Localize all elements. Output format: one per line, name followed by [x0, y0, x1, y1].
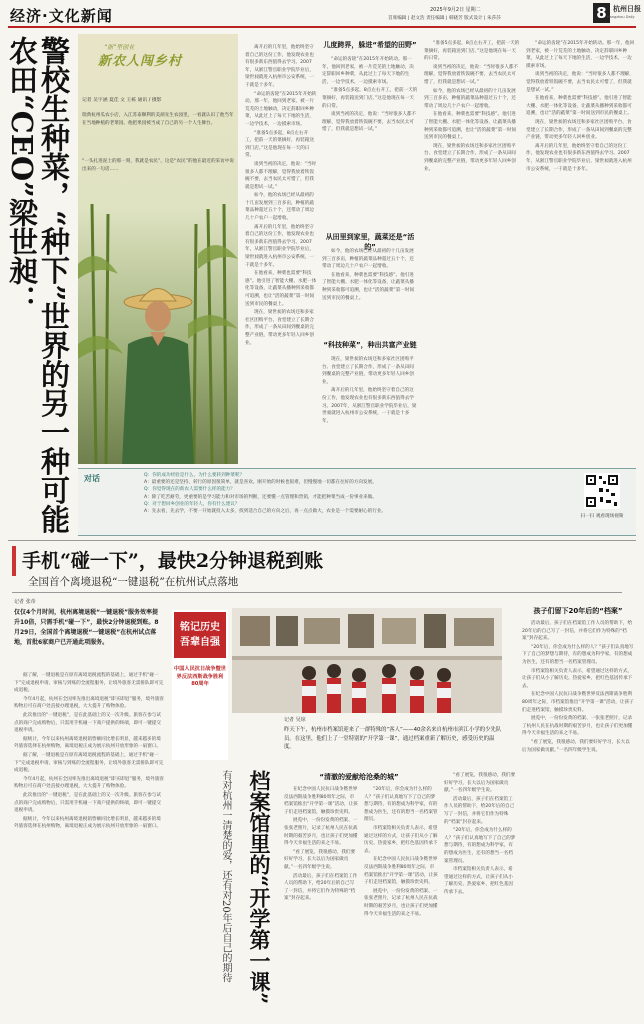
paragraph: 在纪念中国人民抗日战争暨世界反法西斯战争胜利80周年之际，市档案馆推出“开学第一课”活动，让孩子们走进档案馆，触摸珍贵史料。	[284, 787, 358, 815]
story2-headline-bracket	[12, 546, 16, 576]
page-number: 8	[593, 3, 610, 23]
qa-answer: A：先去看，先去学，不要一开始就投入太多，找到适合自己的方向之后，再一点点做大，农业是一个需要耐心的行业。	[144, 509, 387, 515]
masthead	[0, 0, 644, 28]
paragraph: 据了解，一键退税是在原有离境退税流程的基础上，通过手机“碰一下”完成退税申请、审核与到账的全流程服务，让境外旅客无需排队即可完成退税。	[14, 752, 164, 774]
paragraph: 据了解，一键退税是在原有离境退税流程的基础上，通过手机“碰一下”完成退税申请、审核与到账的全流程服务，让境外旅客无需排队即可完成退税。	[14, 673, 164, 694]
subhead: 从田里到家里，蔬菜还是“活的”	[325, 233, 415, 251]
paragraph: 市档案馆相关负责人表示，希望通过这样的方式，让孩子们从小了解历史、热爱家乡，把红色基因传承下去。	[444, 867, 513, 895]
qa-answer: A：除了吃苦耐劳，更重要的是学习能力和对市场的判断，还要懂一点管理和营销，才能把种菜当成一份事业来做。	[144, 494, 377, 500]
paragraph: 据统计，今年以来杭州离境退税销售额同比增长明显，越来越多的境外旅客选择在杭州购物，离境退税正成为展示杭州开放形象的一扇窗口。	[14, 736, 162, 750]
paragraph: 离开后的几年里，他始终坚守着自己的这份工作，他发现农业也有很多新东西值得去学习。2007年，从浙江警官职业学院毕业后，梁世昶就进入杭州市公安系统，一干就是十多年。	[322, 388, 417, 424]
paragraph: 在纪念中国人民抗日战争暨世界反法西斯战争胜利80周年之际，市档案馆推出“开学第一课”活动，让孩子们走进档案馆，触摸珍贵史料。	[522, 692, 634, 713]
headline-secondary: 农田“CEO”梁世昶：	[5, 36, 39, 314]
paragraph: 谈到当初的决定，他说：“当时很多人都不理解，觉得我放着铁饭碗不要，去当农民太可惜了，但我就是想试一试。”	[322, 112, 417, 133]
paragraph: 活动最后，孩子们在档案馆工作人员的帮助下，给20年后的自己写了一封信，并将它们作为特殊的“档案”封存起来。	[522, 621, 633, 642]
paragraph: “准备5点多起，8点左右开工，把前一天的菜摘好，再装箱送到门店。”这是他现在每一天的日常。	[424, 41, 520, 62]
paragraph: 现在，梁世昶的农场还和多家社区团购平台、食堂建立了长期合作，形成了一条从田间到餐桌的完整产业链，带动更多年轻人回乡创业。	[322, 357, 414, 385]
story1-column-2c	[322, 356, 418, 464]
anniversary-caption: 中国人民抗日战争暨世界反法西斯战争胜利80周年	[174, 666, 226, 687]
story3-subhead-1	[284, 772, 434, 782]
story1-column-1	[245, 44, 317, 464]
date-line: 2025年9月2日 星期二	[430, 7, 481, 13]
story2-body	[14, 672, 164, 1016]
paper-pinyin: Hangzhou Daily	[607, 15, 635, 19]
byline: 记者 吴宇涵 夏佳 文 王栋 通讯 / 摄影	[82, 98, 162, 103]
qa-box	[78, 468, 636, 536]
paragraph: 现在，梁世昶的农场还和多家社区团购平台、食堂建立了长期合作，形成了一条从田间到餐桌的完整产业链，带动更多年轻人回乡创业。	[245, 310, 314, 346]
paragraph: 活动最后，孩子们在档案馆工作人员的帮助下，给20年后的自己写了一封信，并将它们作为特殊的“档案”封存起来。	[284, 873, 358, 902]
story3-vertical-title: 档案馆里的“开学第一课”	[247, 770, 272, 1005]
headline-main: 警校生种菜，“种下”世界的另一种可能	[37, 36, 71, 534]
paragraph: 离开后的几年里，他始终坚守着自己的这份工作，他发现农业也有很多新东西值得去学习。2007年，从浙江警官职业学院毕业后，梁世昶就进入杭州市公安系统，一干就是十多年。	[245, 45, 314, 88]
paragraph: 如今，他的农场已经从最初的十几亩发展到三百多亩，种植的蔬菜品种超过五十个，还带动了周边几十户农户一起增收。	[322, 249, 414, 270]
subhead: “清澈的爱献给沧桑的城”	[319, 773, 399, 781]
anniversary-line-1: 铭记历史	[180, 622, 220, 633]
story2-lead: 仅仅4个月时间，杭州离境退税“一键退税”服务效率提升10倍，只需手机“碰一下”，最快2分钟退税到账。8月29日，全国首个离境退税“一键退税”在杭州试点落地，首批6家商户已开通此项服务。	[14, 609, 159, 646]
paragraph: 现在，梁世昶的农场还和多家社区团购平台、食堂建立了长期合作，形成了一条从田间到餐桌的完整产业链，带动更多年轻人回乡创业。	[424, 143, 516, 172]
anniversary-line-2: 吾辈自强	[180, 637, 220, 648]
paragraph: “看了展览，我很感动，我们要好好学习，长大以后为国家做贡献。”一名四年级学生说。	[522, 739, 630, 753]
paragraph: “准备5点多起，8点左右开工，把前一天的菜摘好，再装箱送到门店。”这是他现在每一天的日常。	[322, 88, 418, 109]
paragraph: “20年后，你会成为什么样的人？”孩子们认真地写下了自己的梦想与期待，有的想成为科学家，有的想成为医生，还有的想当一名档案管理员。	[444, 828, 516, 864]
paragraph: “命运的齿轮”在2015年开始转动。那一年，他回到老家，被一片荒芜的土地触动，决定辞职回乡种菜，从此过上了每天下地的生活，一边学技术，一边摸索市场。	[322, 57, 414, 85]
paragraph: 现在，梁世昶的农场还和多家社区团购平台、食堂建立了长期合作，形成了一条从田间到餐桌的完整产业链，带动更多年轻人回乡创业。	[526, 119, 632, 141]
anniversary-logo	[174, 612, 226, 658]
paragraph: 离开后的几年里，他始终坚守着自己的这份工作，他发现农业也有很多新东西值得去学习。2007年，从浙江警官职业学院毕业后，梁世昶就进入杭州市公安系统，一干就是十多年。	[526, 143, 632, 172]
paragraph: 此次推出的“一键退税”，是在此基础上的又一次升级。旅客在参与试点的商户完成购物后，只需用手机碰一下商户提供的终端，即可一键提交退税申请。	[14, 792, 162, 814]
story2-rule	[12, 592, 622, 593]
paragraph: “准备5点多起，8点左右开工，把前一天的菜摘好，再装箱送到门店。”这是他现在每一天的日常。	[245, 130, 314, 159]
paragraph: 如今，他的农场已经从最初的十几亩发展到三百多亩，种植的蔬菜品种超过五十个，还带动了周边几十户农户一起增收。	[424, 88, 516, 109]
paragraph: 在他看来，种菜也需要“科技感”。他引进了智能大棚、水肥一体化等设备，让蔬菜从播种到采收都可追溯，也让“活的蔬菜”第一时间送到市民的餐桌上。	[322, 272, 415, 301]
paragraph: 展览中，一份份发黄的档案、一张张老照片，记录了杭州人民在抗战时期的艰苦岁月，也让孩子们更加懂得今天幸福生活的来之不易。	[364, 888, 438, 917]
editor-credits: 首席编辑 | 赵文浩 责任编辑 | 韩晓芳 版式设计 | 朱莎莎	[388, 16, 501, 21]
anniversary-banner	[172, 610, 228, 760]
story1-column-3	[424, 40, 520, 464]
story2-subheadline: 全国首个离境退税“一键退税”在杭州试点落地	[28, 576, 239, 588]
paragraph: 在纪念中国人民抗日战争暨世界反法西斯战争胜利80周年之际，市档案馆推出“开学第一课”活动，让孩子们走进档案馆，触摸珍贵史料。	[364, 857, 438, 886]
qr-caption: 扫一扫 观看现场视频	[580, 514, 624, 519]
story3-vertical-subtitle: 有对杭州一清楚的爱，还有对20年后自己的期待	[220, 770, 231, 983]
subhead: 孩子们留下20年后的“档案”	[533, 607, 623, 615]
photo-caption: 昨天下午，杭州市档案馆迎来了一群特殊的“客人”——40余名来自杭州市滨江小学的少先队员。在这里，他们上了一堂特别的“开学第一课”，通过档案重新了解历史，感受历史的温度。	[284, 727, 502, 750]
paragraph: 在他看来，种菜也需要“科技感”。他引进了智能大棚、水肥一体化等设备，让蔬菜从播种到采收都可追溯，也让“活的蔬菜”第一时间送到市民的餐桌上。	[526, 96, 632, 117]
story3-column-1	[284, 786, 358, 1018]
paragraph: 谈到当初的决定，他说：“当时很多人都不理解，觉得我放着铁饭碗不要，去当农民太可惜了，但我就是想试一试。”	[245, 161, 317, 190]
qa-answer: A：最重要的还是坚持，转行的原因很简单，就是喜欢。刚开始的时候也很难，但慢慢地一切都在往好的方向发展。	[144, 480, 377, 486]
paragraph: “命运的齿轮”在2015年开始转动。那一年，他回到老家，被一片荒芜的土地触动，决定辞职回乡种菜，从此过上了每天下地的生活，一边学技术，一边摸索市场。	[526, 41, 635, 69]
story1-column-2	[322, 56, 418, 226]
intro-text: 瑞典杭州瓜农小店，入江苏泰顺利的美颜先生农园里，一看就认识了他当年在当地种植的老菜园。他把果园被当成了自己的另一个人生舞台。	[82, 113, 234, 126]
paragraph: 据统计，今年以来杭州离境退税销售额同比增长明显，越来越多的境外旅客选择在杭州购物，离境退税正成为展示杭州开放形象的一扇窗口。	[14, 816, 162, 830]
qa-question: Q：你的成功经验是什么，为什么要转到种菜呢？	[144, 473, 245, 478]
paragraph: 在他看来，种菜也需要“科技感”。他引进了智能大棚、水肥一体化等设备，让蔬菜从播种到采收都可追溯，也让“活的蔬菜”第一时间送到市民的餐桌上。	[245, 271, 317, 307]
story3-column-3	[444, 772, 516, 1018]
paragraph: 如今，他的农场已经从最初的十几亩发展到三百多亩，种植的蔬菜品种超过五十个，还带动了周边几十户农户一起增收。	[245, 193, 314, 222]
story1-column-4	[526, 40, 636, 464]
story3-column-2	[364, 786, 438, 1018]
story3-subhead-2	[522, 606, 634, 616]
story2-headline: 手机“碰一下”，最快2分钟退税到账	[22, 550, 324, 572]
story1-subhead-3	[322, 340, 418, 350]
story3-column-4	[522, 620, 634, 1018]
farmer-photo-panel	[78, 34, 238, 464]
paragraph: “命运的齿轮”在2015年开始转动。那一年，他回到老家，被一片荒芜的土地触动，决定辞职回乡种菜，从此过上了每天下地的生活，一边学技术，一边摸索市场。	[245, 91, 317, 127]
paragraph: 活动最后，孩子们在档案馆工作人员的帮助下，给20年后的自己写了一封信，并将它们作为特殊的“档案”封存起来。	[444, 796, 515, 825]
qa-label: 对话	[84, 474, 100, 483]
paragraph: 谈到当初的决定，他说：“当时很多人都不理解，觉得我放着铁饭碗不要，去当农民太可惜了，但我就是想试一试。”	[424, 64, 519, 85]
paragraph: “20年后，你会成为什么样的人？”孩子们认真地写下了自己的梦想与期待，有的想成为科学家，有的想成为医生，还有的想当一名档案管理员。	[364, 787, 438, 823]
paragraph: 市档案馆相关负责人表示，希望通过这样的方式，让孩子们从小了解历史、热爱家乡，把红色基因传承下去。	[522, 668, 633, 689]
qr-code-icon[interactable]	[584, 473, 620, 509]
qa-question: Q：对于想回乡创业的年轻人，你有什么建议？	[144, 501, 240, 507]
archive-photo	[232, 608, 502, 713]
paragraph: “20年后，你会成为什么样的人？”孩子们认真地写下了自己的梦想与期待，有的想成为科学家，有的想成为医生，还有的想当一名档案管理员。	[522, 644, 634, 665]
story3-byline: 记者 吴琼	[284, 717, 306, 723]
subhead: 儿度跨界，躲进“希望的田野”	[323, 41, 417, 49]
story1-column-2b	[322, 248, 418, 334]
subhead: “科技种菜”，种出共富产业链	[323, 341, 417, 349]
paragraph: 在他看来，种菜也需要“科技感”。他引进了智能大棚、水肥一体化等设备，让蔬菜从播种到采收都可追溯，也让“活的蔬菜”第一时间送到市民的餐桌上。	[424, 112, 517, 141]
paper-name: 杭州日报	[613, 5, 641, 13]
paragraph: 市档案馆相关负责人表示，希望通过这样的方式，让孩子们从小了解历史、热爱家乡，把红色基因传承下去。	[364, 825, 438, 854]
paragraph: 展览中，一份份发黄的档案、一张张老照片，记录了杭州人民在抗战时期的艰苦岁月，也让孩子们更加懂得今天幸福生活的来之不易。	[522, 716, 633, 737]
paragraph: 谈到当初的决定，他说：“当时很多人都不理解，觉得我放着铁饭碗不要，去当农民太可惜了，但我就是想试一试。”	[526, 72, 634, 93]
story2-byline: 记者 张帝	[14, 599, 36, 605]
column-logo: 新农人闯乡村	[98, 54, 183, 69]
story1-subhead-1	[322, 40, 418, 50]
paragraph: “看了展览，我很感动，我们要好好学习，长大以后为国家做贡献。”一名四年级学生说。	[444, 773, 516, 794]
paragraph: 离开后的几年里，他始终坚守着自己的这份工作，他发现农业也有很多新东西值得去学习。2007年，从浙江警官职业学院毕业后，梁世昶就进入杭州市公安系统，一干就是十多年。	[245, 224, 314, 268]
masthead-rule	[8, 26, 636, 28]
column-logo-top: “浙”里创业	[104, 44, 135, 51]
intro-quote: “一头扎进泥土的那一刻，我就是农民”，这是“农民”的他在最近的采访中说出来的一句话……	[82, 159, 234, 172]
story1-vertical-headline	[6, 34, 72, 544]
paragraph: 今年4月起，杭州在全国率先推出离境退税“即买即退”服务，境外旅客购物后可在商户处直接办理退税，大大提升了购物体验。	[14, 696, 164, 710]
paragraph: “看了展览，我很感动，我们要好好学习，长大以后为国家做贡献。”一名四年级学生说。	[284, 849, 356, 870]
qa-question: Q：你觉得现在的新农人需要什么样的能力？	[144, 487, 235, 493]
qa-list	[144, 472, 554, 532]
paragraph: 展览中，一份份发黄的档案、一张张老照片，记录了杭州人民在抗战时期的艰苦岁月，也让孩子们更加懂得今天幸福生活的来之不易。	[284, 818, 358, 847]
paragraph: 今年4月起，杭州在全国率先推出离境退税“即买即退”服务，境外旅客购物后可在商户处直接办理退税，大大提升了购物体验。	[14, 776, 164, 790]
farmer-photo	[78, 204, 238, 464]
section-title: 经济·文化新闻	[10, 7, 113, 25]
paragraph: 此次推出的“一键退税”，是在此基础上的又一次升级。旅客在参与试点的商户完成购物后，只需用手机碰一下商户提供的终端，即可一键提交退税申请。	[14, 712, 162, 734]
section-divider	[8, 540, 636, 541]
